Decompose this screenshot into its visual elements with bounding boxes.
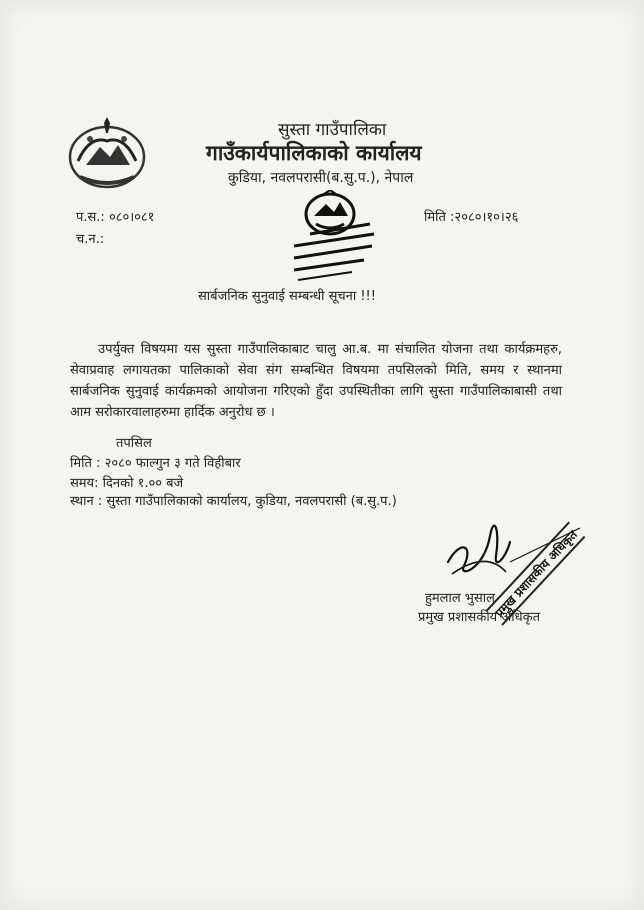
event-time: समय: दिनको १.०० बजे: [70, 476, 184, 491]
nepal-emblem-logo: [66, 117, 148, 193]
letter-date: मिति :२०८०।१०।२६: [424, 210, 519, 225]
municipality-name: सुस्ता गाउँपालिका: [278, 120, 387, 140]
designation-stamp: प्रमुख प्रशासकीय अधिकृत: [486, 521, 586, 625]
reference-number: प.स.: ०८०।०८१: [76, 210, 155, 225]
notice-subject: सार्बजनिक सुनुवाई सम्बन्धी सूचना !!!: [198, 289, 376, 304]
event-venue: स्थान : सुस्ता गाउँपालिकाको कार्यालय, कुडिया, नवलपरासी (ब.सु.प.): [70, 494, 397, 509]
dispatch-number: च.न.:: [76, 232, 105, 247]
signatory-title: प्रमुख प्रशासकीय अधिकृत: [418, 610, 541, 625]
event-date: मिति : २०८० फाल्गुन ३ गते विहीबार: [70, 456, 241, 471]
notice-body: उपर्युक्त विषयमा यस सुस्ता गाउँपालिकाबाट चालु आ.ब. मा संचालित योजना तथा कार्यक्रमहरु, सेवाप्रवाह लगायतका पालिकाको सेवा संग सम्बन्धित विषयमा तपसिलको मिति, समय र स्थानमा सार्बजनिक सुनुवाई कार्यक्रमको आयोजना गरिएको हुँदा उपस्थितीका लागि सुस्ता गाउँपालिकाबासी तथा आम सरोकारवालाहरुमा हार्दिक अनुरोध छ ।: [70, 342, 562, 420]
signatory-name: हुमलाल भुसाल: [425, 591, 495, 606]
office-title: गाउँकार्यपालिकाको कार्यालय: [206, 141, 422, 165]
office-seal-stamp: [280, 190, 386, 282]
details-heading: तपसिल: [116, 436, 152, 451]
office-address: कुडिया, नवलपरासी(ब.सु.प.), नेपाल: [228, 170, 414, 186]
